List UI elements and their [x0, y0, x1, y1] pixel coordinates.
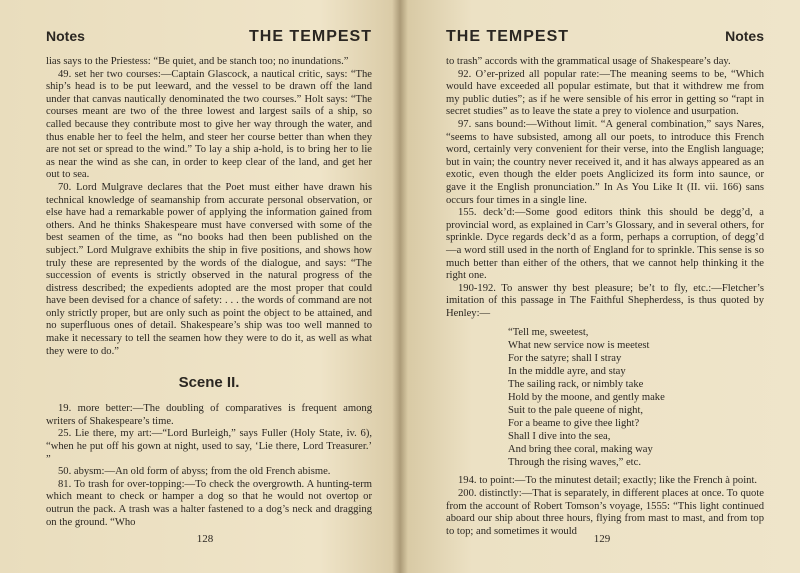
poem-line: Hold by the moone, and gently make: [508, 392, 665, 404]
note-paragraph: 97. sans bound:—Without limit. “A general combination,” says Nares, “seems to have subsisted, among all our poets, to introduce this French word, certainly very convenient for their verse, into the English language; but in vain; the country never received it, and it has always appeared as an exotic, even though the elder poets Anglicized its form into saunce, or gave it the English pronunciation.” In As You Like It (II. vii. 166) sans occurs four times in a single line.: [446, 118, 764, 206]
book-gutter: [392, 0, 408, 573]
left-notes-body: [46, 56, 372, 358]
note-paragraph: 50. abysm:—An old form of abyss; from the old French abisme.: [58, 466, 331, 478]
poem-line: And bring thee coral, making way: [508, 444, 653, 456]
note-paragraph: 19. more better:—The doubling of comparatives is frequent among writers of Shakespeare’s time.: [46, 403, 372, 427]
note-paragraph: to trash” accords with the grammatical usage of Shakespeare’s day.: [446, 56, 731, 67]
note-paragraph: 25. Lie there, my art:—“Lord Burleigh,” says Fuller (Holy State, iv. 6), “when he put off his gown at night, used to say, ‘Lie there, Lord Treasurer.’ ”: [46, 428, 372, 465]
note-paragraph: 155. deck’d:—Some good editors think this should be degg’d, a provincial word, as explained in Carr’s Glossary, and in several others, for sprinkle. Dyce regards deck’d as a form, perhaps a corruption, of degg’d—a word still used in the north of England for to sprinkle. This sense is so much better than either of the others, that we cannot help thinking it the right one.: [446, 207, 764, 282]
poem-line: Suit to the pale queene of night,: [508, 405, 644, 417]
right-notes-body: [446, 56, 764, 320]
header-section-label: Notes: [725, 28, 764, 44]
page-number: 129: [593, 533, 611, 545]
poem-line: In the middle ayre, and stay: [508, 366, 626, 378]
note-paragraph: 81. To trash for over-topping:—To check the overgrowth. A hunting-term which meant to check or hamper a dog so that he would not overtop or outrun the pack. A trash was a halter fastened to a dog’s neck and dragging on the ground. “Who: [46, 478, 372, 528]
note-paragraph: 49. set her two courses:—Captain Glascock, a nautical critic, says: “The ship’s head is to be put leeward, and the vessel to be drawn off the land under that canvas nautically denominated the two courses.” Holt says: “The courses meant are two of the three lowest and largest sails of a ship, so called because they contribute most to give her way through the water, and thus enable her to feel the helm, and steer her course better than when they are not set or spread to the wind.” To lay a ship a-hold, is to bring her to lie as near the wind as she can, in order to keep clear of the land, and get her out to sea.: [46, 68, 372, 181]
header-title: THE TEMPEST: [248, 28, 372, 45]
note-paragraph: 190-192. To answer thy best pleasure; be’t to fly, etc.:—Fletcher’s imitation of this passage in The Faithful Shepherdess, is thus quoted by Henley:—: [446, 282, 764, 319]
scene-heading: Scene II.: [178, 374, 240, 392]
poem-line: For the satyre; shall I stray: [508, 353, 622, 365]
poem-line: What new service now is meetest: [508, 340, 650, 352]
note-paragraph: 194. to point:—To the minutest detail; exactly; like the French à point.: [458, 475, 758, 487]
poem-line: For a beame to give thee light?: [508, 418, 640, 430]
left-page-header: [46, 28, 372, 46]
right-notes-continued: [446, 475, 764, 538]
right-page: [400, 0, 800, 573]
quoted-poem: [508, 326, 764, 469]
poem-line: “Tell me, sweetest,: [508, 327, 589, 339]
right-page-header: [446, 28, 764, 46]
note-paragraph: lias says to the Priestess: “Be quiet, and be stanch too; no inundations.”: [46, 56, 349, 67]
page-number: 128: [196, 533, 214, 545]
note-paragraph: 70. Lord Mulgrave declares that the Poet must either have drawn his technical knowledge of seamanship from accurate personal observation, or else have had a remarkable power of applying the information gained from others. And he thinks Shakespeare must have conversed with some of the best seamen of the time, as “no books had then been published on the subject.” Lord Mulgrave exhibits the ship in five positions, and shows how truly these are represented by the words of the dialogue, and says: “The succession of events is strictly observed in the natural progress of the distress described; the expedients adopted are the most proper that could have been devised for a chance of safety: . . . the words of command are not only strictly proper, but are only such as point the object to be attained, and no superfluous ones of detail. Shakespeare’s ship was too well manned to make it necessary to tell the seamen how they were to do it, as well as what they were to do.”: [46, 181, 372, 357]
header-section-label: Notes: [46, 28, 85, 44]
poem-line: The sailing rack, or nimbly take: [508, 379, 644, 391]
scene-notes-body: [46, 403, 372, 529]
poem-line: Through the rising waves,” etc.: [508, 457, 641, 469]
note-paragraph: 92. O’er-prized all popular rate:—The meaning seems to be, “Which would have exceeded all popular estimate, but that it withdrew me from my public duties”; as if he were sensible of his error in getting so “rapt in secret studies” as to leave the state a prey to violence and usurpation.: [446, 68, 764, 118]
note-paragraph: 200. distinctly:—That is separately, in different places at once. To quote from the account of Robert Tomson’s voyage, 1555: “This light continued aboard our ship about three hours, flying from mast to mast, and from top to top; and sometimes it would: [446, 488, 764, 537]
header-title: THE TEMPEST: [446, 28, 570, 45]
poem-line: Shall I dive into the sea,: [508, 431, 611, 443]
